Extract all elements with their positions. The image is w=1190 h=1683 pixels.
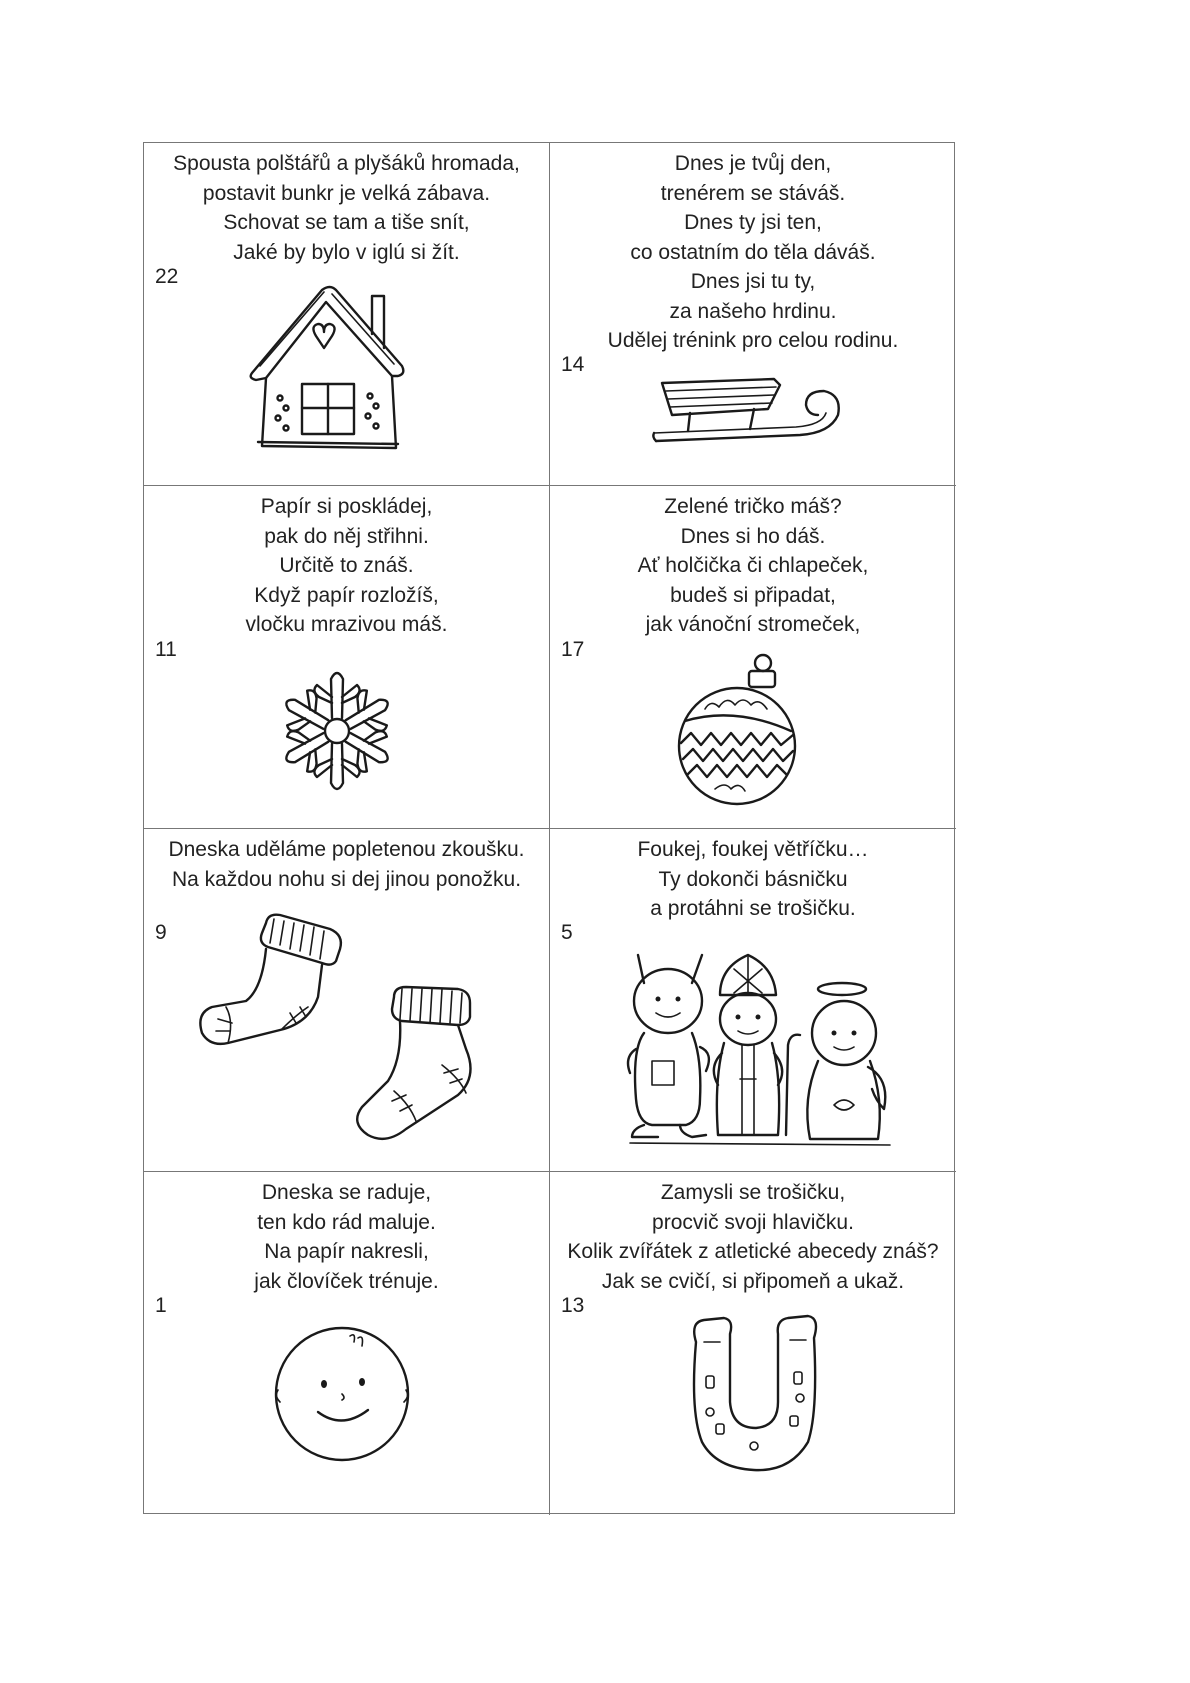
devil-bishop-angel-icon — [622, 949, 894, 1159]
card-poem — [550, 492, 956, 640]
cards-grid — [143, 142, 955, 1514]
poem-line: co ostatním do těla dáváš. — [630, 240, 876, 264]
socks-icon — [196, 909, 506, 1149]
poem-line: Dneska uděláme popletenou zkoušku. — [168, 838, 525, 861]
card-number: 5 — [561, 921, 573, 944]
poem-line: procvič svoji hlavičku. — [652, 1210, 854, 1234]
poem-line: Papír si poskládej, — [260, 495, 433, 518]
poem-line: Jaké by bylo v iglú si žít. — [233, 240, 460, 264]
card-number: 13 — [561, 1294, 585, 1317]
poem-line: Na papír nakresli, — [264, 1240, 429, 1263]
poem-line: Dneska se raduje, — [261, 1181, 432, 1204]
card-poem — [144, 149, 549, 267]
card-13 — [550, 1172, 956, 1515]
poem-line: Jak se cvičí, si připomeň a ukaž. — [601, 1269, 905, 1293]
poem-line: a protáhni se trošičku. — [650, 897, 856, 920]
poem-line: Dnes je tvůj den, — [674, 152, 832, 175]
poem-line: jak vánoční stromeček, — [645, 613, 861, 636]
poem-line: Foukej, foukej větříčku… — [637, 838, 869, 861]
smiley-face-icon — [272, 1324, 412, 1464]
poem-line: Dnes si ho dáš. — [680, 524, 826, 548]
card-9 — [144, 829, 550, 1172]
card-number: 14 — [561, 353, 585, 376]
card-poem — [550, 149, 956, 356]
snowflake-icon — [262, 656, 412, 806]
poem-line: budeš si připadat, — [670, 583, 836, 607]
card-14 — [550, 143, 956, 486]
card-17 — [550, 486, 956, 829]
card-22 — [144, 143, 550, 486]
poem-line: Na každou nohu si dej jinou ponožku. — [171, 867, 522, 891]
card-number: 17 — [561, 638, 585, 661]
horseshoe-icon — [690, 1312, 820, 1474]
ornament-icon — [675, 651, 800, 811]
poem-line: jak človíček trénuje. — [254, 1269, 439, 1293]
card-number: 11 — [155, 638, 177, 661]
poem-line: Když papír rozložíš, — [254, 583, 439, 607]
card-poem — [144, 1178, 549, 1296]
poem-line: Zamysli se trošičku, — [660, 1181, 846, 1204]
poem-line: postavit bunkr je velká zábava. — [202, 181, 491, 205]
house-icon — [244, 278, 414, 453]
card-poem — [144, 835, 549, 894]
poem-line: Zelené tričko máš? — [664, 495, 842, 518]
card-11 — [144, 486, 550, 829]
poem-line: Spousta polštářů a plyšáků hromada, — [173, 152, 520, 175]
poem-line: Dnes ty jsi ten, — [684, 211, 822, 234]
card-5 — [550, 829, 956, 1172]
card-1 — [144, 1172, 550, 1515]
poem-line: vločku mrazivou máš. — [245, 613, 448, 636]
poem-line: za našeho hrdinu. — [669, 299, 837, 323]
card-poem — [550, 835, 956, 924]
sled-icon — [650, 375, 850, 455]
poem-line: pak do něj střihni. — [264, 524, 429, 548]
poem-line: Dnes jsi tu ty, — [690, 270, 816, 293]
poem-line: Určitě to znáš. — [279, 554, 414, 577]
poem-line: Ty dokonči básničku — [658, 867, 848, 891]
poem-line: Ať holčička či chlapeček, — [637, 554, 869, 577]
card-number: 22 — [155, 265, 179, 288]
card-poem — [550, 1178, 956, 1296]
poem-line: Schovat se tam a tiše snít, — [223, 211, 470, 234]
poem-line: Kolik zvířátek z atletické abecedy znáš? — [567, 1240, 939, 1263]
poem-line: ten kdo rád maluje. — [257, 1210, 436, 1234]
card-number: 9 — [155, 921, 167, 944]
card-poem — [144, 492, 549, 640]
poem-line: trenérem se stáváš. — [660, 181, 846, 205]
poem-line: Udělej trénink pro celou rodinu. — [607, 329, 899, 352]
card-number: 1 — [155, 1294, 167, 1317]
